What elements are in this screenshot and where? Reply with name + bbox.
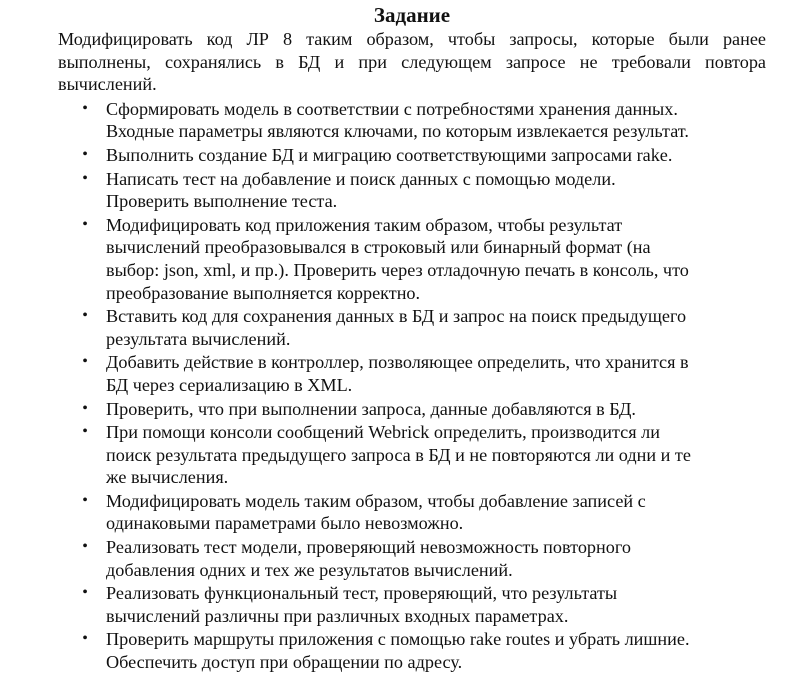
list-item — [58, 536, 766, 581]
list-item-text: БД через сериализацию в XML. — [106, 374, 353, 395]
list-item — [58, 628, 766, 673]
list-item — [58, 582, 766, 627]
page-title: Задание — [373, 3, 451, 27]
list-item-text: вычислений различны при различных входных параметрах. — [106, 605, 569, 626]
list-item-text: При помощи консоли сообщений Webrick определить, производится ли — [106, 422, 660, 443]
list-item — [58, 214, 766, 304]
document-page — [58, 2, 766, 675]
bullet-icon: • — [82, 215, 88, 233]
list-item-text: вычислений преобразовывался в строковый или бинарный формат (на — [106, 237, 651, 258]
bullet-icon: • — [82, 399, 88, 417]
intro-paragraph: Модифицировать код ЛР 8 таким образом, чтобы запросы, которые были ранее выполнены, сохранялись в БД и при следующем запросе не требовали повтора вычислений. — [58, 29, 766, 95]
list-item-text: Проверить, что при выполнении запроса, данные добавляются в БД. — [106, 398, 636, 419]
bullet-icon: • — [82, 169, 88, 187]
bullet-icon: • — [82, 307, 88, 325]
list-item-text: Модифицировать код приложения таким образом, чтобы результат — [106, 214, 623, 235]
bullet-icon: • — [82, 353, 88, 371]
bullet-icon: • — [82, 145, 88, 163]
list-item-text: одинаковыми параметрами было невозможно. — [106, 513, 464, 534]
list-item-text: Реализовать функциональный тест, проверяющий, что результаты — [106, 583, 618, 604]
list-item-text: поиск результата предыдущего запроса в БД и не повторяются ли одни и те — [106, 444, 691, 465]
list-item-text: преобразование выполняется корректно. — [106, 282, 421, 303]
task-list — [58, 98, 766, 674]
list-item-text: Реализовать тест модели, проверяющий невозможность повторного — [106, 537, 631, 558]
list-item-text: Модифицировать модель таким образом, чтобы добавление записей с — [106, 490, 646, 511]
bullet-icon: • — [82, 584, 88, 602]
list-item — [58, 421, 766, 489]
list-item — [58, 305, 766, 350]
list-item-text: Обеспечить доступ при обращении по адресу. — [106, 652, 463, 673]
list-item — [58, 351, 766, 396]
list-item-text: Написать тест на добавление и поиск данных с помощью модели. — [106, 168, 616, 189]
list-item — [58, 490, 766, 535]
list-item-text: Входные параметры являются ключами, по которым извлекается результат. — [106, 121, 689, 142]
list-item-text: же вычисления. — [106, 467, 229, 488]
list-item — [58, 398, 766, 421]
list-item-text: Добавить действие в контроллер, позволяющее определить, что хранится в — [106, 352, 689, 373]
list-item-text: Выполнить создание БД и миграцию соответствующими запросами rake. — [106, 144, 673, 165]
list-item — [58, 98, 766, 143]
list-item-text: результата вычислений. — [106, 328, 291, 349]
bullet-icon: • — [82, 491, 88, 509]
list-item-text: Вставить код для сохранения данных в БД и запрос на поиск предыдущего — [106, 306, 687, 327]
list-item-text: Сформировать модель в соответствии с потребностями хранения данных. — [106, 98, 678, 119]
list-item — [58, 168, 766, 213]
list-item-text: добавления одних и тех же результатов вычислений. — [106, 559, 513, 580]
bullet-icon: • — [82, 423, 88, 441]
bullet-icon: • — [82, 538, 88, 556]
bullet-icon: • — [82, 99, 88, 117]
list-item-text: выбор: json, xml, и пр.). Проверить через отладочную печать в консоль, что — [106, 259, 689, 280]
bullet-icon: • — [82, 630, 88, 648]
list-item — [58, 144, 766, 167]
list-item-text: Проверить выполнение теста. — [106, 191, 338, 212]
list-item-text: Проверить маршруты приложения с помощью rake routes и убрать лишние. — [106, 629, 690, 650]
